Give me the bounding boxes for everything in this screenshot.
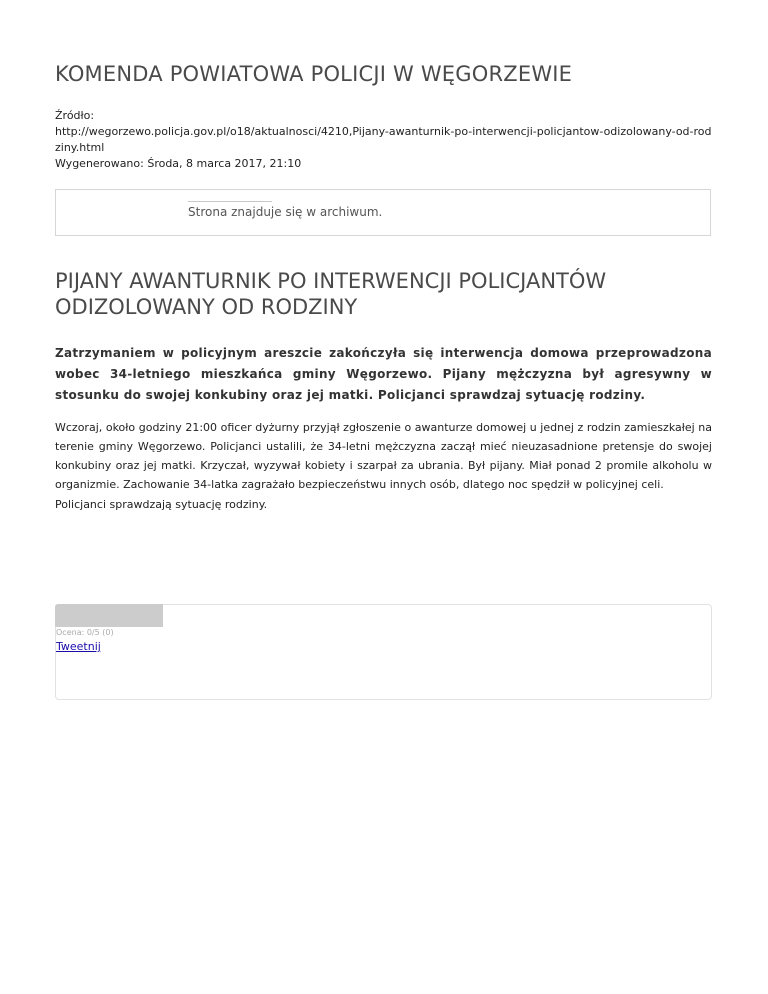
- tweet-link[interactable]: Tweetnij: [56, 640, 101, 653]
- source-label: Źródło:: [55, 109, 95, 122]
- archive-divider: [188, 201, 272, 202]
- article-title: PIJANY AWANTURNIK PO INTERWENCJI POLICJANTÓW ODIZOLOWANY OD RODZINY: [55, 269, 607, 319]
- source-url: http://wegorzewo.policja.gov.pl/o18/aktualnosci/4210,Pijany-awanturnik-po-interwencji-policjantow-odizolowany-od-rodziny.html: [55, 125, 712, 154]
- rating-panel: [55, 604, 712, 700]
- article-paragraph: Wczoraj, około godziny 21:00 oficer dyżurny przyjął zgłoszenie o awanturze domowej u jednej z rodzin zamieszkałej na terenie gminy Węgorzewo. Policjanci ustalili, że 34-letni mężczyzna zaczął mieć nieuzasadnione pretensje do swojej konkubiny oraz jej matki. Krzyczał, wyzywał kobiety i szarpał za ubrania. Był pijany. Miał ponad 2 promile alkoholu w organizmie. Zachowanie 34-latka zagrażało bezpieczeństwu innych osób, dlatego noc spędził w policyjnej celi.: [55, 421, 712, 491]
- archive-message: Strona znajduje się w archiwum.: [188, 205, 383, 219]
- site-title: KOMENDA POWIATOWA POLICJI W WĘGORZEWIE: [55, 62, 573, 86]
- rating-text: Ocena: 0/5 (0): [56, 628, 114, 637]
- rating-stars[interactable]: [55, 604, 163, 627]
- article-paragraph: Policjanci sprawdzają sytuację rodziny.: [55, 498, 268, 511]
- generated-date: Wygenerowano: Środa, 8 marca 2017, 21:10: [55, 157, 302, 170]
- print-metadata: [55, 108, 715, 172]
- article-lead: Zatrzymaniem w policyjnym areszcie zakończyła się interwencja domowa przeprowadzona wobec 34-letniego mieszkańca gminy Węgorzewo. Pijany mężczyzna był agresywny w stosunku do swojej konkubiny oraz jej matki. Policjanci sprawdzaj sytuację rodziny.: [55, 346, 712, 402]
- archive-notice: [55, 189, 711, 236]
